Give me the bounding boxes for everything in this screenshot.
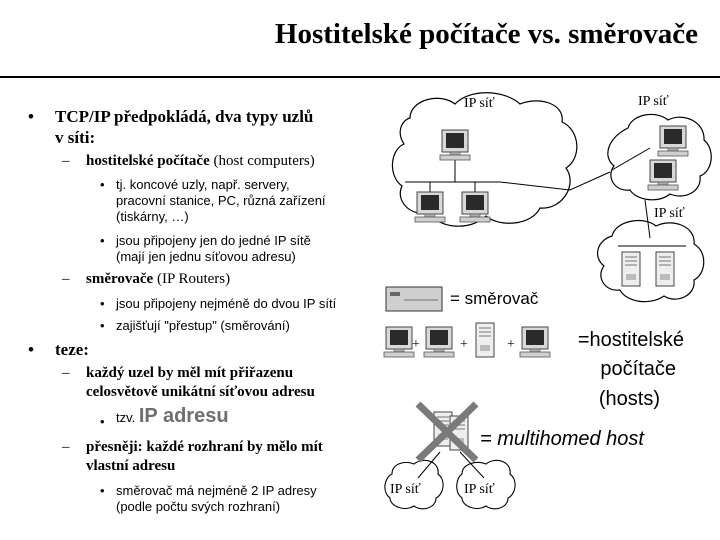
term-routers: směrovače xyxy=(86,271,154,287)
bullet-marker: • xyxy=(28,340,34,359)
bullet-marker: • xyxy=(100,414,105,429)
dash-marker: – xyxy=(62,439,70,455)
server-icon xyxy=(622,252,640,286)
bullet-marker: • xyxy=(100,233,105,248)
ip-adresa-term: IP adresu xyxy=(138,405,229,427)
term-hosts-en: (host computers) xyxy=(209,153,315,169)
workstation-icon xyxy=(424,327,454,357)
plus-sign: + xyxy=(412,337,420,352)
detail-text: směrovač má nejméně 2 IP adresy xyxy=(116,483,317,498)
router-legend: = směrovač xyxy=(450,289,539,308)
sub-bullet: každý uzel by měl mít přiřazenu xyxy=(86,365,294,381)
network-label: IP síť xyxy=(464,482,495,497)
sub-bullet: celosvětově unikátní síťovou adresu xyxy=(86,384,315,400)
server-icon xyxy=(656,252,674,286)
workstation-icon xyxy=(415,192,445,222)
workstation-icon xyxy=(384,327,414,357)
hosts-legend: =hostitelské xyxy=(577,329,684,351)
term-precisely: přesněji: xyxy=(86,439,143,455)
detail-text: (podle počtu svých rozhraní) xyxy=(116,499,281,514)
dash-marker: – xyxy=(62,365,70,381)
detail-text: (mají jen jednu síťovou adresu) xyxy=(116,249,296,264)
network-cloud xyxy=(598,221,704,302)
network-label: IP síť xyxy=(390,482,421,497)
bullet-marker: • xyxy=(28,107,34,126)
network-label: IP síť xyxy=(654,206,685,221)
term-routers-en: (IP Routers) xyxy=(153,271,231,287)
hosts-legend: (hosts) xyxy=(598,388,660,410)
dash-marker: – xyxy=(62,271,70,287)
server-icon xyxy=(476,323,494,357)
workstation-icon xyxy=(658,126,688,156)
plus-sign: + xyxy=(460,337,468,352)
plus-sign: + xyxy=(507,337,515,352)
detail-text: zajišťují "přestup" (směrování) xyxy=(116,318,290,333)
detail-text: jsou připojeny jen do jedné IP sítě xyxy=(116,233,311,248)
detail-text: tj. koncové uzly, např. servery, xyxy=(116,177,290,192)
detail-text: pracovní stanice, PC, různá zařízení xyxy=(116,193,326,208)
workstation-icon xyxy=(520,327,550,357)
bullet-marker: • xyxy=(100,177,105,192)
ip-prefix: tzv. xyxy=(116,410,139,425)
detail-text: jsou připojeny nejméně do dvou IP sítí xyxy=(116,296,337,311)
multihomed-legend: = multihomed host xyxy=(480,428,644,450)
bullet-text: v síti: xyxy=(55,128,96,147)
detail-text: (tiskárny, …) xyxy=(116,209,189,224)
bullet-text: teze: xyxy=(55,340,89,359)
slide-title: Hostitelské počítače vs. směrovače xyxy=(274,18,698,50)
bullet-text: TCP/IP předpokládá, dva typy uzlů xyxy=(55,107,314,126)
hosts-legend: počítače xyxy=(600,358,676,380)
term-precisely-rest: každé rozhraní by mělo mít xyxy=(142,439,323,455)
network-label: IP síť xyxy=(464,96,495,111)
workstation-icon xyxy=(440,130,470,160)
workstation-icon xyxy=(460,192,490,222)
workstation-icon xyxy=(648,160,678,190)
bullet-marker: • xyxy=(100,483,105,498)
network-label: IP síť xyxy=(638,94,669,109)
router-icon xyxy=(386,287,442,311)
bullet-marker: • xyxy=(100,318,105,333)
bullet-marker: • xyxy=(100,296,105,311)
sub-bullet: vlastní adresu xyxy=(86,458,176,474)
term-hosts: hostitelské počítače xyxy=(86,153,210,169)
dash-marker: – xyxy=(62,153,70,169)
